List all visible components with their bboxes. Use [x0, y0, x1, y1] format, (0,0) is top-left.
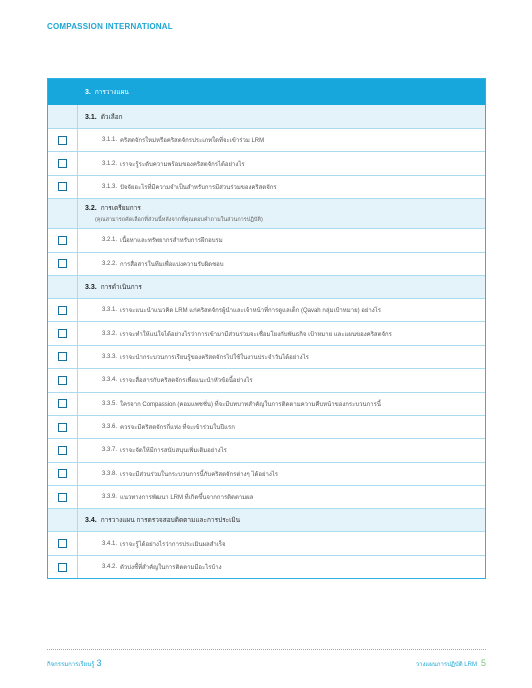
checklist-item	[48, 175, 485, 198]
item-text: เราจะมีส่วนร่วมในกระบวนการนี้กับคริสตจักรต่างๆ ได้อย่างไร	[120, 471, 279, 478]
footer-left-label: กิจกรรมการเรียนรู้	[47, 662, 95, 668]
check-cell	[48, 439, 78, 461]
checkbox[interactable]	[58, 469, 67, 478]
item-number: 3.2.2.	[102, 260, 118, 267]
checklist-item	[48, 345, 485, 368]
item-number: 3.3.6.	[102, 424, 118, 431]
section-heading	[85, 112, 123, 122]
item-text: คริสตจักรใหม่หรือคริสตจักรประเภทใดที่จะเข้าร่วม LRM	[120, 138, 265, 145]
check-cell	[48, 369, 78, 391]
check-cell	[48, 176, 78, 198]
section-number: 3.4.	[85, 517, 97, 525]
footer-left	[47, 658, 102, 669]
item-number: 3.4.2.	[102, 564, 118, 571]
item-number: 3.3.1.	[102, 307, 118, 314]
item-number: 3.4.1.	[102, 540, 118, 547]
section-heading	[85, 515, 240, 525]
checklist-item	[48, 228, 485, 251]
checklist-item	[48, 368, 485, 391]
brand-name: COMPASSION INTERNATIONAL	[47, 22, 173, 31]
item-number: 3.1.3.	[102, 183, 118, 190]
item-number: 3.3.2.	[102, 330, 118, 337]
item-number: 3.3.9.	[102, 494, 118, 501]
checklist-item	[48, 128, 485, 151]
check-cell	[48, 199, 78, 228]
item-text: เราจะสื่อสารกับคริสตจักรเพื่อแนะนำหัวข้อนี้อย่างไร	[120, 378, 253, 385]
section-number: 3.1.	[85, 113, 97, 121]
check-cell	[48, 129, 78, 151]
check-cell	[48, 105, 78, 128]
item-text: แนวทางการพัฒนา LRM ที่เกิดขึ้นจากการติดตามผล	[120, 495, 254, 502]
section-row	[48, 105, 485, 128]
item-number: 3.3.3.	[102, 353, 118, 360]
header-spacer	[48, 79, 78, 105]
header-number: 3.	[85, 88, 91, 96]
check-cell	[48, 322, 78, 344]
page-number: 5	[480, 658, 486, 668]
checklist-item	[48, 392, 485, 415]
item-text: ตัวบ่งชี้ที่สำคัญในการติดตามมีอะไรบ้าง	[120, 565, 222, 572]
check-cell	[48, 509, 78, 531]
item-number: 3.3.5.	[102, 400, 118, 407]
item-number: 3.3.4.	[102, 377, 118, 384]
section-title: การเตรียมการ	[100, 205, 141, 213]
checkbox[interactable]	[58, 329, 67, 338]
footer-right	[416, 658, 486, 669]
planning-checklist	[47, 78, 486, 579]
section-row	[48, 275, 485, 298]
section-heading	[85, 203, 141, 213]
checkbox[interactable]	[58, 563, 67, 572]
check-cell	[48, 393, 78, 415]
checklist-header	[48, 79, 485, 105]
checkbox[interactable]	[58, 399, 67, 408]
checkbox[interactable]	[58, 306, 67, 315]
check-cell	[48, 253, 78, 275]
item-number: 3.2.1.	[102, 237, 118, 244]
section-title: ตัวเลือก	[100, 113, 123, 121]
check-cell	[48, 463, 78, 485]
checkbox[interactable]	[58, 182, 67, 191]
checkbox[interactable]	[58, 136, 67, 145]
checklist-item	[48, 438, 485, 461]
header-title: การวางแผน	[94, 89, 129, 96]
item-text: เราจะนำกระบวนการเรียนรู้ของคริสตจักรไปใช้ในงานประจำวันได้อย่างไร	[120, 354, 309, 361]
item-number: 3.3.7.	[102, 447, 118, 454]
item-text: เราจะแนะนำแนวคิด LRM แก่คริสตจักรผู้นำและเจ้าหน้าที่การดูแลเด็ก (Qavah กลุ่มเป้าหมาย) อย่างไร	[120, 308, 381, 315]
item-text: การสื่อสารในทีมเพื่อแบ่งความรับผิดชอบ	[120, 261, 224, 268]
item-text: เราจะรู้ระดับความพร้อมของคริสตจักรได้อย่างไร	[120, 161, 245, 168]
item-number: 3.3.8.	[102, 470, 118, 477]
item-text: เราจะรู้ได้อย่างไรว่าการประเมินผลสำเร็จ	[120, 541, 226, 548]
item-number: 3.1.1.	[102, 137, 118, 144]
section-title: การวางแผน การตรวจสอบติดตามและการประเมิน	[100, 517, 241, 525]
section-title: การดำเนินการ	[100, 283, 142, 291]
checklist-item	[48, 485, 485, 508]
check-cell	[48, 416, 78, 438]
checkbox[interactable]	[58, 376, 67, 385]
checklist-item	[48, 252, 485, 275]
checkbox[interactable]	[58, 446, 67, 455]
item-text: เราจะจัดให้มีการสนับสนุนเพิ่มเติมอย่างไร	[120, 448, 227, 455]
checkbox[interactable]	[58, 236, 67, 245]
footer-left-number: 3	[96, 658, 102, 668]
item-number: 3.1.2.	[102, 160, 118, 167]
section-number: 3.3.	[85, 283, 97, 291]
checkbox[interactable]	[58, 539, 67, 548]
checkbox[interactable]	[58, 423, 67, 432]
checklist-item	[48, 415, 485, 438]
item-text: เนื้อหาและทรัพยากรสำหรับการฝึกอบรม	[120, 238, 223, 245]
checkbox[interactable]	[58, 352, 67, 361]
section-number: 3.2.	[85, 205, 97, 213]
check-cell	[48, 346, 78, 368]
checklist-item	[48, 555, 485, 578]
checkbox[interactable]	[58, 493, 67, 502]
checklist-item	[48, 321, 485, 344]
check-cell	[48, 276, 78, 298]
section-heading	[85, 282, 142, 292]
check-cell	[48, 532, 78, 554]
footer-right-label: วางแผนการปฏิบัติ LRM	[415, 662, 477, 668]
section-note: (คุณสามารถคัดเลือกที่ส่วนนี้หลังจากที่คุณตอบคำถามในส่วนการปฏิบัติ)	[95, 217, 263, 224]
checkbox[interactable]	[58, 259, 67, 268]
check-cell	[48, 152, 78, 174]
checklist-item	[48, 462, 485, 485]
item-text: ปัจจัยอะไรที่มีความจำเป็นสำหรับการมีส่วนร่วมของคริสตจักร	[120, 184, 277, 191]
item-text: ควรจะมีคริสตจักรกี่แห่ง ที่จะเข้าร่วมในปีแรก	[120, 425, 235, 432]
section-row	[48, 508, 485, 531]
section-row	[48, 198, 485, 228]
checklist-item	[48, 298, 485, 321]
footer-divider	[47, 649, 486, 650]
check-cell	[48, 486, 78, 508]
check-cell	[48, 556, 78, 578]
checklist-rows	[48, 105, 485, 578]
check-cell	[48, 229, 78, 251]
checklist-item	[48, 531, 485, 554]
item-text: เราจะทำให้แน่ใจได้อย่างไรว่าการเข้ามามีส่วนร่วมจะเชื่อมโยงกับพันธกิจ เป้าหมาย และแผนของคริสตจักร	[120, 331, 392, 338]
check-cell	[48, 299, 78, 321]
checklist-item	[48, 151, 485, 174]
checkbox[interactable]	[58, 159, 67, 168]
item-text: ใครจาก Compassion (คอมแพชชั่น) ที่จะมีบทบาทสำคัญในการติดตามความคืบหน้าของกระบวนการนี้	[120, 401, 381, 408]
